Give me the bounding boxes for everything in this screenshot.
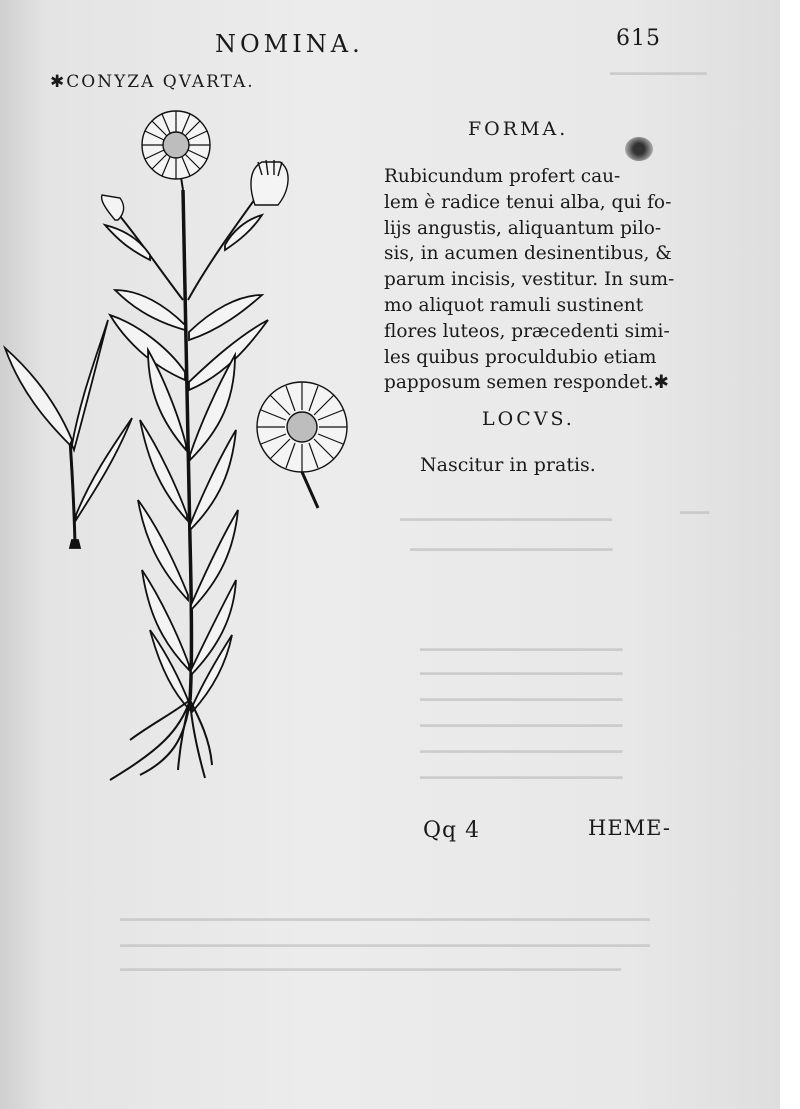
text-line: Rubicundum profert cau- bbox=[384, 166, 621, 187]
signature-mark: Qq 4 bbox=[423, 818, 481, 843]
locus-paragraph: Nascitur in pratis. bbox=[420, 454, 596, 476]
locus-heading: LOCVS. bbox=[482, 408, 575, 430]
show-through-text: ━━━━━━━━━━━━━━━━━━━━━ bbox=[420, 640, 623, 659]
show-through-text: ━━━━━━━━━━━━━━━━━━━━━ bbox=[420, 716, 623, 735]
show-through-text: ━━━━━━━━━━━━━━━━━━━━━ bbox=[410, 540, 613, 559]
show-through-text: ━━━━━━━━━━━━━━━━━━━━━ bbox=[420, 742, 623, 761]
show-through-text: ━━━━━━━━━━━━━━━━━━━━━━━━━━━━━━━━━━━━━━━━━━━━━━━━━━━━ bbox=[120, 960, 621, 979]
forma-paragraph bbox=[384, 164, 675, 396]
page-number: 615 bbox=[616, 26, 661, 51]
text-line: lem è radice tenui alba, qui fo- bbox=[384, 191, 672, 213]
show-through-text: ━━━━━━━━━━━━━━━━━━━━━━━━━━━━━━━━━━━━━━━━━━━━━━━━━━━━━━━ bbox=[120, 936, 650, 955]
flower-bud bbox=[102, 195, 124, 220]
text-line: les quibus proculdubio etiam bbox=[384, 346, 657, 368]
ink-blot bbox=[625, 137, 653, 161]
show-through-text: ━━━━━━━━━━━━━━━━━━━━━━ bbox=[400, 510, 612, 529]
plant-title: ✱CONYZA QVARTA. bbox=[50, 72, 255, 92]
text-line: mo aliquot ramuli sustinent bbox=[384, 294, 644, 316]
show-through-text: ━━━ bbox=[680, 503, 709, 522]
catchword: HEME- bbox=[588, 816, 671, 840]
text-line: flores luteos, præcedenti simi- bbox=[384, 320, 670, 342]
show-through-text: ━━━━━━━━━━ bbox=[610, 64, 707, 83]
show-through-text: ━━━━━━━━━━━━━━━━━━━━━ bbox=[420, 664, 623, 683]
show-through-text: ━━━━━━━━━━━━━━━━━━━━━━━━━━━━━━━━━━━━━━━━━━━━━━━━━━━━━━━ bbox=[120, 910, 650, 929]
text-line: sis, in acumen desinentibus, & bbox=[384, 243, 672, 265]
page-edge bbox=[780, 0, 800, 1109]
text-line: papposum semen respondet.✱ bbox=[384, 372, 670, 394]
forma-heading: FORMA. bbox=[468, 118, 569, 140]
show-through-text: ━━━━━━━━━━━━━━━━━━━━━ bbox=[420, 690, 623, 709]
running-head: NOMINA. bbox=[215, 30, 364, 58]
text-line: lijs angustis, aliquantum pilo- bbox=[384, 217, 662, 239]
flower-bud bbox=[251, 160, 288, 205]
text-line: parum incisis, vestitur. In sum- bbox=[384, 269, 675, 291]
show-through-text: ━━━━━━━━━━━━━━━━━━━━━ bbox=[420, 768, 623, 787]
plant-woodcut-illustration bbox=[0, 100, 360, 800]
